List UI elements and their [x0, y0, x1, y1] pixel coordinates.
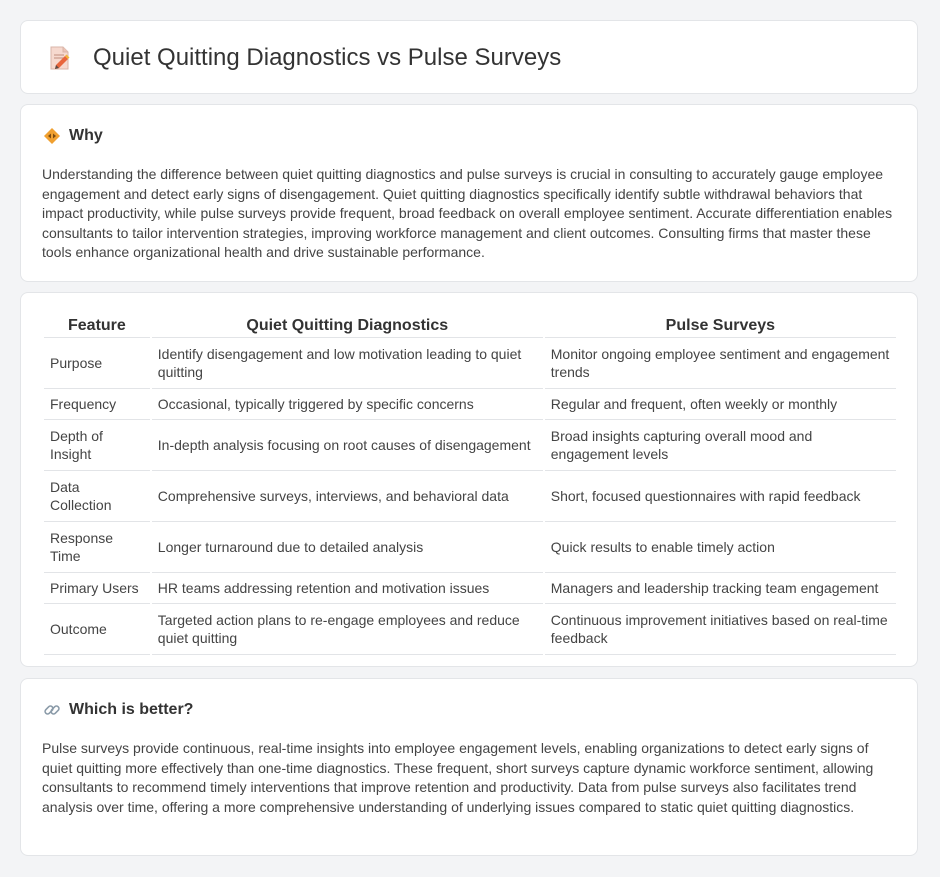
- table-row: [44, 471, 896, 522]
- better-header: [43, 701, 193, 719]
- pulse-surveys-cell: Monitor ongoing employee sentiment and engagement trends: [545, 338, 896, 389]
- title-row: [45, 21, 561, 95]
- feature-cell: Primary Users: [44, 573, 150, 604]
- quiet-quitting-cell: In-depth analysis focusing on root causes of disengagement: [152, 420, 543, 471]
- diamond-arrows-icon: [43, 127, 61, 145]
- pulse-surveys-cell: Broad insights capturing overall mood and engagement levels: [545, 420, 896, 471]
- comparison-table: [42, 315, 898, 655]
- feature-cell: Response Time: [44, 522, 150, 573]
- pulse-surveys-cell: Continuous improvement initiatives based on real-time feedback: [545, 604, 896, 655]
- pulse-surveys-cell: Regular and frequent, often weekly or monthly: [545, 389, 896, 420]
- document-pen-icon: [45, 44, 73, 72]
- quiet-quitting-cell: Identify disengagement and low motivation leading to quiet quitting: [152, 338, 543, 389]
- header-feature: Feature: [44, 315, 150, 338]
- comparison-section: [20, 292, 918, 667]
- why-title: Why: [69, 127, 103, 144]
- which-is-better-section: [20, 678, 918, 856]
- feature-cell: Depth of Insight: [44, 420, 150, 471]
- title-card: [20, 20, 918, 94]
- better-title: Which is better?: [69, 701, 194, 718]
- page-title: Quiet Quitting Diagnostics vs Pulse Surveys: [93, 44, 562, 71]
- table-row: [44, 338, 896, 389]
- why-body: Understanding the difference between quiet quitting diagnostics and pulse surveys is crucial in consulting to accurately gauge employee engagement and detect early signs of disengagement. Quiet quitting diagnostics specifically identify subtle withdrawal behaviors that impact productivity, while pulse surveys provide frequent, broad feedback on overall employee sentiment. Accurate differentiation enables consultants to tailor intervention strategies, improving workforce management and client outcomes. Consulting firms that master these tools enhance organizational health and drive sustainable performance.: [42, 166, 893, 261]
- link-icon: [43, 701, 61, 719]
- quiet-quitting-cell: Occasional, typically triggered by specific concerns: [152, 389, 543, 420]
- quiet-quitting-cell: HR teams addressing retention and motivation issues: [152, 573, 543, 604]
- table-row: [44, 420, 896, 471]
- why-section: [20, 104, 918, 282]
- pulse-surveys-cell: Managers and leadership tracking team engagement: [545, 573, 896, 604]
- quiet-quitting-cell: Comprehensive surveys, interviews, and behavioral data: [152, 471, 543, 522]
- pulse-surveys-cell: Short, focused questionnaires with rapid feedback: [545, 471, 896, 522]
- table-row: [44, 389, 896, 420]
- table-row: [44, 522, 896, 573]
- feature-cell: Data Collection: [44, 471, 150, 522]
- quiet-quitting-cell: Targeted action plans to re-engage employees and reduce quiet quitting: [152, 604, 543, 655]
- feature-cell: Frequency: [44, 389, 150, 420]
- table-row: [44, 604, 896, 655]
- feature-cell: Purpose: [44, 338, 150, 389]
- table-row: [44, 573, 896, 604]
- feature-cell: Outcome: [44, 604, 150, 655]
- table-header-row: [44, 315, 896, 338]
- why-header: [43, 127, 103, 145]
- header-quiet-quitting: Quiet Quitting Diagnostics: [152, 315, 543, 338]
- header-pulse-surveys: Pulse Surveys: [545, 315, 896, 338]
- quiet-quitting-cell: Longer turnaround due to detailed analysis: [152, 522, 543, 573]
- pulse-surveys-cell: Quick results to enable timely action: [545, 522, 896, 573]
- better-body: Pulse surveys provide continuous, real-time insights into employee engagement levels, enabling organizations to detect early signs of quiet quitting more effectively than one-time diagnostics. These frequent, short surveys capture dynamic workforce sentiment, allowing consultants to recommend timely interventions that improve retention and productivity. Data from pulse surveys also facilitates trend analysis over time, offering a more comprehensive understanding of underlying issues compared to static quiet quitting diagnostics.: [42, 740, 874, 815]
